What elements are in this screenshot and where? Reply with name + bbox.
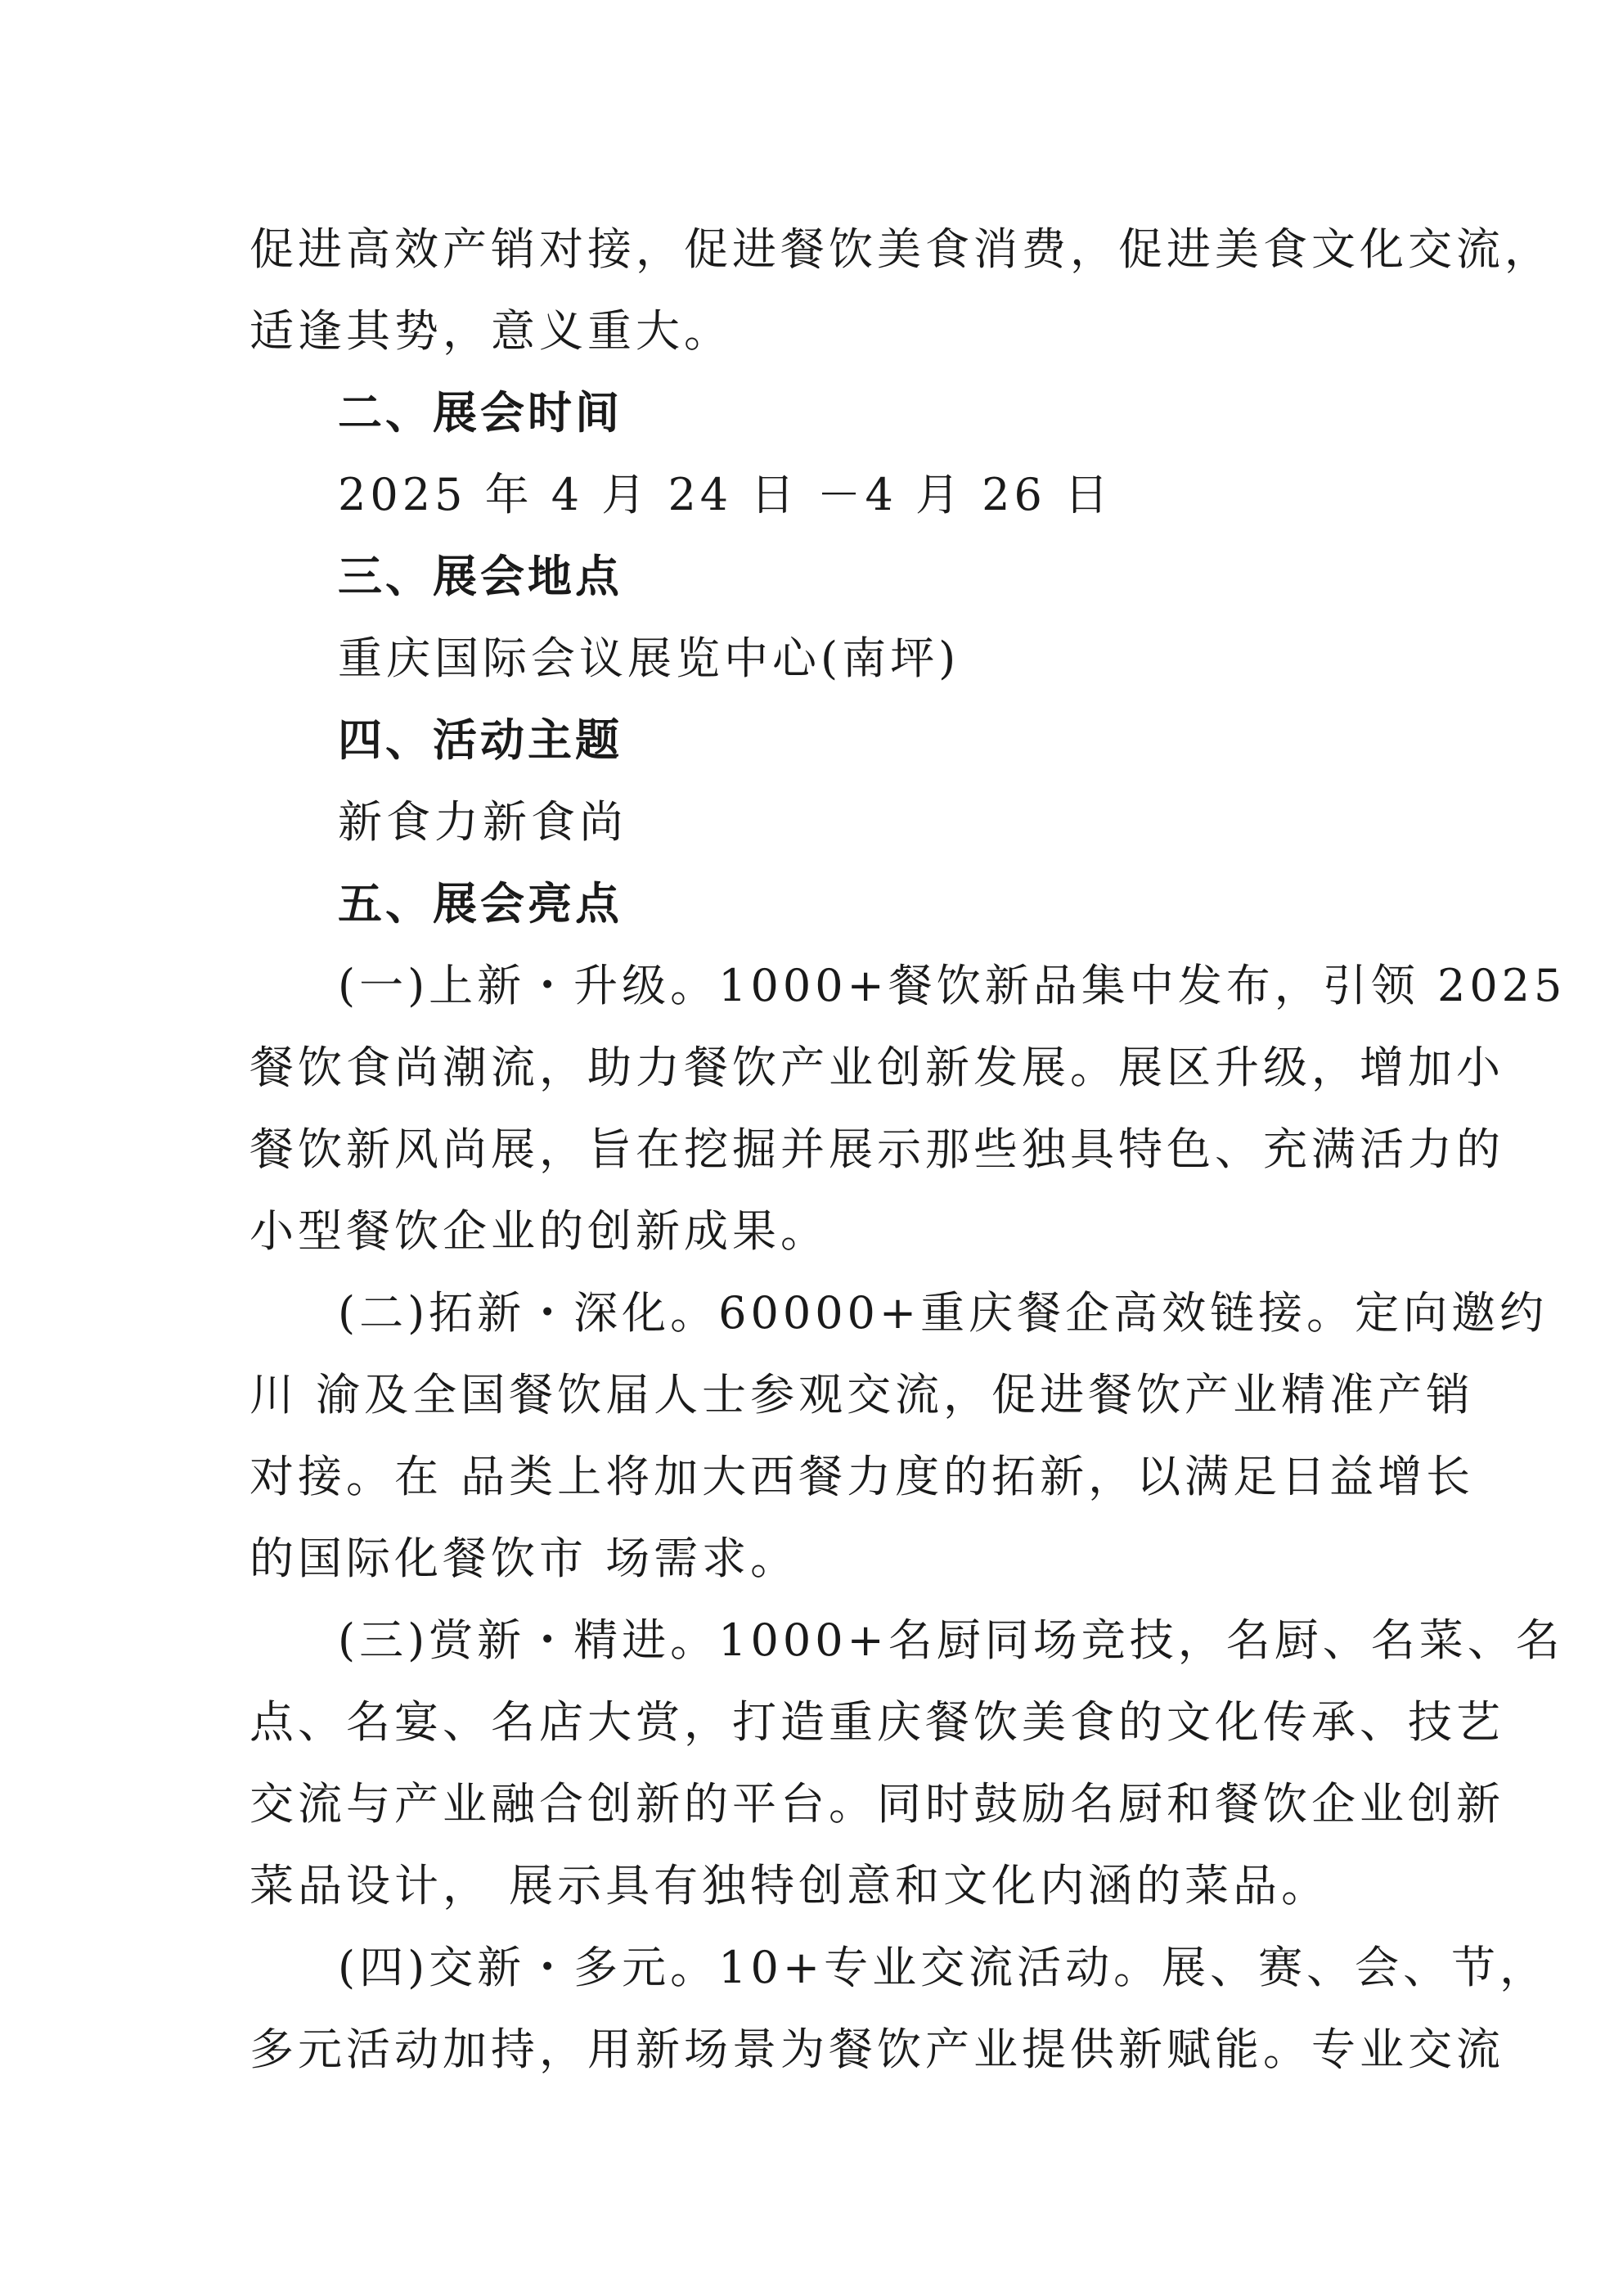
highlight-4-line: (四)交新・多元。10+专业交流活动。展、赛、会、节， [338,1942,1549,1993]
exhibition-venue: 重庆国际会议展览中心(南坪) [338,633,960,684]
exhibition-date: 2025 年 4 月 24 日 －4 月 26 日 [338,469,1113,520]
highlight-2-line: 对接。在 品类上将加大西餐力度的拓新，以满足日益增长 [250,1451,1475,1502]
highlight-3-line: 交流与产业融合创新的平台。同时鼓励名厨和餐饮企业创新 [250,1778,1504,1830]
highlight-3-line: (三)赏新・精进。1000+名厨同场竞技，名厨、名菜、名 [338,1614,1564,1666]
section-heading-highlights: 五、展会亮点 [338,878,623,930]
highlight-1-line: (一)上新・升级。1000+餐饮新品集中发布，引领 2025 [338,960,1567,1011]
section-heading-activity-theme: 四、活动主题 [338,714,623,766]
highlight-2-line: (二)拓新・深化。60000+重庆餐企高效链接。定向邀约 [338,1287,1549,1339]
highlight-4-line: 多元活动加持，用新场景为餐饮产业提供新赋能。专业交流 [250,2024,1504,2075]
highlight-3-line: 点、名宴、名店大赏，打造重庆餐饮美食的文化传承、技艺 [250,1696,1504,1748]
document-page [250,209,1567,2091]
section-heading-exhibition-time: 二、展会时间 [338,387,623,439]
highlight-1-line: 小型餐饮企业的创新成果。 [250,1205,829,1257]
body-text-line: 促进高效产销对接，促进餐饮美食消费，促进美食文化交流， [250,223,1553,275]
body-text-line: 适逢其势，意义重大。 [250,305,732,357]
highlight-2-line: 川 渝及全国餐饮届人士参观交流，促进餐饮产业精准产销 [250,1369,1475,1420]
highlight-3-line: 菜品设计， 展示具有独特创意和文化内涵的菜品。 [250,1860,1330,1911]
section-heading-exhibition-venue: 三、展会地点 [338,551,623,602]
highlight-1-line: 餐饮食尚潮流，助力餐饮产业创新发展。展区升级，增加小 [250,1042,1504,1093]
activity-theme: 新食力新食尚 [338,796,627,848]
highlight-2-line: 的国际化餐饮市 场需求。 [250,1533,799,1584]
highlight-1-line: 餐饮新风尚展，旨在挖掘并展示那些独具特色、充满活力的 [250,1123,1504,1175]
